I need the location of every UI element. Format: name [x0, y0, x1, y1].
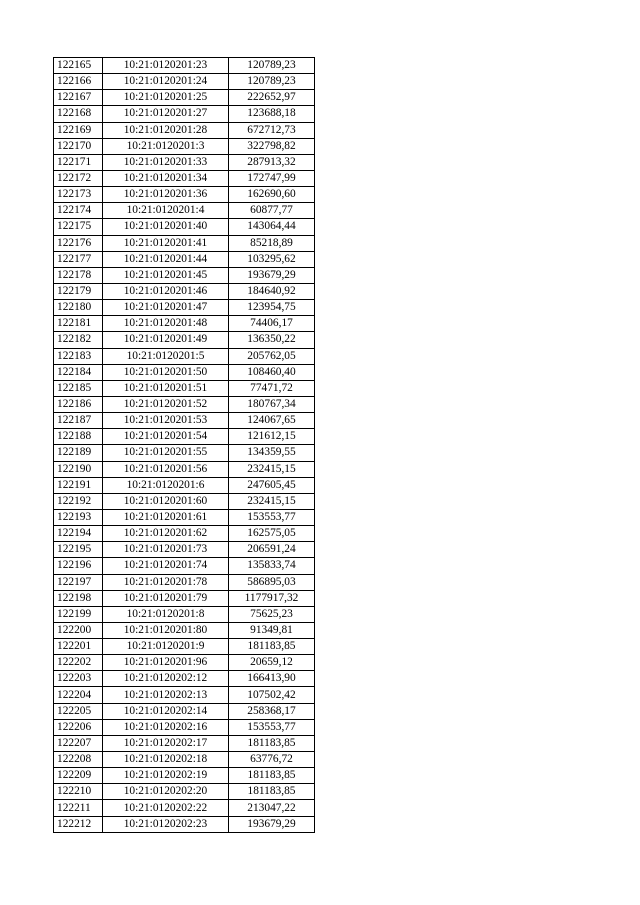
- cadastral-number-cell: 10:21:0120201:60: [103, 493, 229, 509]
- amount-cell: 162690,60: [229, 187, 315, 203]
- amount-cell: 205762,05: [229, 348, 315, 364]
- cadastral-number-cell: 10:21:0120201:33: [103, 154, 229, 170]
- cadastral-number-cell: 10:21:0120201:45: [103, 267, 229, 283]
- cadastral-number-cell: 10:21:0120201:41: [103, 235, 229, 251]
- row-number-cell: 122211: [54, 800, 103, 816]
- row-number-cell: 122210: [54, 784, 103, 800]
- amount-cell: 120789,23: [229, 58, 315, 74]
- table-row: [54, 106, 315, 122]
- amount-cell: 124067,65: [229, 413, 315, 429]
- row-number-cell: 122199: [54, 606, 103, 622]
- table-row: [54, 203, 315, 219]
- amount-cell: 103295,62: [229, 251, 315, 267]
- table-row: [54, 348, 315, 364]
- row-number-cell: 122185: [54, 380, 103, 396]
- amount-cell: 193679,29: [229, 816, 315, 832]
- amount-cell: 232415,15: [229, 493, 315, 509]
- table-row: [54, 703, 315, 719]
- row-number-cell: 122190: [54, 461, 103, 477]
- row-number-cell: 122171: [54, 154, 103, 170]
- amount-cell: 672712,73: [229, 122, 315, 138]
- amount-cell: 153553,77: [229, 719, 315, 735]
- amount-cell: 172747,99: [229, 170, 315, 186]
- amount-cell: 135833,74: [229, 558, 315, 574]
- table-row: [54, 300, 315, 316]
- table-row: [54, 429, 315, 445]
- cadastral-number-cell: 10:21:0120201:9: [103, 639, 229, 655]
- row-number-cell: 122167: [54, 90, 103, 106]
- table-row: [54, 74, 315, 90]
- cadastral-number-cell: 10:21:0120201:74: [103, 558, 229, 574]
- table-row: [54, 816, 315, 832]
- cadastral-number-cell: 10:21:0120201:48: [103, 316, 229, 332]
- row-number-cell: 122209: [54, 768, 103, 784]
- row-number-cell: 122183: [54, 348, 103, 364]
- amount-cell: 322798,82: [229, 138, 315, 154]
- cadastral-number-cell: 10:21:0120201:79: [103, 590, 229, 606]
- amount-cell: 60877,77: [229, 203, 315, 219]
- amount-cell: 166413,90: [229, 671, 315, 687]
- cadastral-number-cell: 10:21:0120202:19: [103, 768, 229, 784]
- cadastral-number-cell: 10:21:0120201:96: [103, 655, 229, 671]
- cadastral-number-cell: 10:21:0120201:55: [103, 445, 229, 461]
- table-row: [54, 719, 315, 735]
- cadastral-number-cell: 10:21:0120202:17: [103, 735, 229, 751]
- amount-cell: 123954,75: [229, 300, 315, 316]
- cadastral-number-cell: 10:21:0120201:50: [103, 364, 229, 380]
- table-row: [54, 380, 315, 396]
- row-number-cell: 122207: [54, 735, 103, 751]
- table-row: [54, 752, 315, 768]
- amount-cell: 75625,23: [229, 606, 315, 622]
- table-row: [54, 187, 315, 203]
- cadastral-number-cell: 10:21:0120202:22: [103, 800, 229, 816]
- row-number-cell: 122172: [54, 170, 103, 186]
- cadastral-number-cell: 10:21:0120201:46: [103, 283, 229, 299]
- row-number-cell: 122188: [54, 429, 103, 445]
- table-row: [54, 493, 315, 509]
- amount-cell: 74406,17: [229, 316, 315, 332]
- table-row: [54, 332, 315, 348]
- table-row: [54, 138, 315, 154]
- cadastral-number-cell: 10:21:0120201:36: [103, 187, 229, 203]
- row-number-cell: 122197: [54, 574, 103, 590]
- table-row: [54, 768, 315, 784]
- row-number-cell: 122165: [54, 58, 103, 74]
- table-row: [54, 461, 315, 477]
- cadastral-number-cell: 10:21:0120201:47: [103, 300, 229, 316]
- amount-cell: 85218,89: [229, 235, 315, 251]
- amount-cell: 181183,85: [229, 784, 315, 800]
- row-number-cell: 122179: [54, 283, 103, 299]
- cadastral-number-cell: 10:21:0120201:24: [103, 74, 229, 90]
- cadastral-number-cell: 10:21:0120201:25: [103, 90, 229, 106]
- row-number-cell: 122205: [54, 703, 103, 719]
- table-row: [54, 154, 315, 170]
- table-row: [54, 413, 315, 429]
- cadastral-number-cell: 10:21:0120201:23: [103, 58, 229, 74]
- amount-cell: 1177917,32: [229, 590, 315, 606]
- table-row: [54, 558, 315, 574]
- cadastral-number-cell: 10:21:0120201:44: [103, 251, 229, 267]
- row-number-cell: 122182: [54, 332, 103, 348]
- cadastral-number-cell: 10:21:0120202:14: [103, 703, 229, 719]
- amount-cell: 206591,24: [229, 542, 315, 558]
- table-row: [54, 800, 315, 816]
- amount-cell: 121612,15: [229, 429, 315, 445]
- amount-cell: 180767,34: [229, 396, 315, 412]
- cadastral-number-cell: 10:21:0120202:16: [103, 719, 229, 735]
- amount-cell: 181183,85: [229, 735, 315, 751]
- table-row: [54, 267, 315, 283]
- amount-cell: 258368,17: [229, 703, 315, 719]
- cadastral-number-cell: 10:21:0120201:56: [103, 461, 229, 477]
- row-number-cell: 122194: [54, 526, 103, 542]
- amount-cell: 120789,23: [229, 74, 315, 90]
- table-row: [54, 251, 315, 267]
- table-row: [54, 784, 315, 800]
- row-number-cell: 122180: [54, 300, 103, 316]
- row-number-cell: 122201: [54, 639, 103, 655]
- table-row: [54, 526, 315, 542]
- row-number-cell: 122173: [54, 187, 103, 203]
- cadastral-number-cell: 10:21:0120202:18: [103, 752, 229, 768]
- cadastral-number-cell: 10:21:0120201:62: [103, 526, 229, 542]
- data-table: [53, 57, 315, 833]
- row-number-cell: 122198: [54, 590, 103, 606]
- table-row: [54, 590, 315, 606]
- amount-cell: 134359,55: [229, 445, 315, 461]
- table-row: [54, 445, 315, 461]
- amount-cell: 63776,72: [229, 752, 315, 768]
- row-number-cell: 122186: [54, 396, 103, 412]
- table-row: [54, 639, 315, 655]
- table-row: [54, 396, 315, 412]
- table-row: [54, 316, 315, 332]
- table-row: [54, 574, 315, 590]
- row-number-cell: 122169: [54, 122, 103, 138]
- row-number-cell: 122175: [54, 219, 103, 235]
- cadastral-number-cell: 10:21:0120201:52: [103, 396, 229, 412]
- amount-cell: 222652,97: [229, 90, 315, 106]
- row-number-cell: 122193: [54, 509, 103, 525]
- cadastral-number-cell: 10:21:0120201:8: [103, 606, 229, 622]
- amount-cell: 162575,05: [229, 526, 315, 542]
- table-row: [54, 509, 315, 525]
- table-row: [54, 606, 315, 622]
- amount-cell: 143064,44: [229, 219, 315, 235]
- cadastral-number-cell: 10:21:0120202:20: [103, 784, 229, 800]
- amount-cell: 232415,15: [229, 461, 315, 477]
- table-row: [54, 542, 315, 558]
- cadastral-number-cell: 10:21:0120201:3: [103, 138, 229, 154]
- row-number-cell: 122208: [54, 752, 103, 768]
- row-number-cell: 122200: [54, 622, 103, 638]
- row-number-cell: 122181: [54, 316, 103, 332]
- row-number-cell: 122189: [54, 445, 103, 461]
- cadastral-number-cell: 10:21:0120201:40: [103, 219, 229, 235]
- cadastral-number-cell: 10:21:0120201:53: [103, 413, 229, 429]
- row-number-cell: 122191: [54, 477, 103, 493]
- table-row: [54, 219, 315, 235]
- row-number-cell: 122168: [54, 106, 103, 122]
- amount-cell: 287913,32: [229, 154, 315, 170]
- cadastral-number-cell: 10:21:0120201:61: [103, 509, 229, 525]
- table-row: [54, 90, 315, 106]
- table-row: [54, 170, 315, 186]
- table-row: [54, 364, 315, 380]
- cadastral-number-cell: 10:21:0120202:23: [103, 816, 229, 832]
- table-row: [54, 622, 315, 638]
- amount-cell: 20659,12: [229, 655, 315, 671]
- row-number-cell: 122166: [54, 74, 103, 90]
- amount-cell: 108460,40: [229, 364, 315, 380]
- cadastral-number-cell: 10:21:0120201:27: [103, 106, 229, 122]
- row-number-cell: 122204: [54, 687, 103, 703]
- amount-cell: 193679,29: [229, 267, 315, 283]
- table-row: [54, 735, 315, 751]
- cadastral-number-cell: 10:21:0120202:12: [103, 671, 229, 687]
- amount-cell: 107502,42: [229, 687, 315, 703]
- row-number-cell: 122187: [54, 413, 103, 429]
- cadastral-number-cell: 10:21:0120201:6: [103, 477, 229, 493]
- row-number-cell: 122196: [54, 558, 103, 574]
- row-number-cell: 122170: [54, 138, 103, 154]
- amount-cell: 136350,22: [229, 332, 315, 348]
- cadastral-number-cell: 10:21:0120201:78: [103, 574, 229, 590]
- row-number-cell: 122192: [54, 493, 103, 509]
- row-number-cell: 122176: [54, 235, 103, 251]
- table-row: [54, 477, 315, 493]
- cadastral-number-cell: 10:21:0120201:51: [103, 380, 229, 396]
- cadastral-number-cell: 10:21:0120202:13: [103, 687, 229, 703]
- cadastral-number-cell: 10:21:0120201:28: [103, 122, 229, 138]
- table-body: [54, 58, 315, 833]
- amount-cell: 184640,92: [229, 283, 315, 299]
- table-row: [54, 283, 315, 299]
- amount-cell: 91349,81: [229, 622, 315, 638]
- cadastral-number-cell: 10:21:0120201:34: [103, 170, 229, 186]
- amount-cell: 586895,03: [229, 574, 315, 590]
- table-row: [54, 235, 315, 251]
- cadastral-number-cell: 10:21:0120201:73: [103, 542, 229, 558]
- row-number-cell: 122212: [54, 816, 103, 832]
- row-number-cell: 122177: [54, 251, 103, 267]
- row-number-cell: 122184: [54, 364, 103, 380]
- row-number-cell: 122203: [54, 671, 103, 687]
- row-number-cell: 122202: [54, 655, 103, 671]
- cadastral-number-cell: 10:21:0120201:5: [103, 348, 229, 364]
- row-number-cell: 122195: [54, 542, 103, 558]
- table-row: [54, 671, 315, 687]
- amount-cell: 181183,85: [229, 639, 315, 655]
- table-row: [54, 122, 315, 138]
- amount-cell: 123688,18: [229, 106, 315, 122]
- cadastral-number-cell: 10:21:0120201:4: [103, 203, 229, 219]
- amount-cell: 181183,85: [229, 768, 315, 784]
- amount-cell: 247605,45: [229, 477, 315, 493]
- row-number-cell: 122206: [54, 719, 103, 735]
- amount-cell: 153553,77: [229, 509, 315, 525]
- cadastral-number-cell: 10:21:0120201:80: [103, 622, 229, 638]
- row-number-cell: 122174: [54, 203, 103, 219]
- table-row: [54, 58, 315, 74]
- row-number-cell: 122178: [54, 267, 103, 283]
- table-row: [54, 655, 315, 671]
- amount-cell: 77471,72: [229, 380, 315, 396]
- amount-cell: 213047,22: [229, 800, 315, 816]
- cadastral-number-cell: 10:21:0120201:49: [103, 332, 229, 348]
- cadastral-number-cell: 10:21:0120201:54: [103, 429, 229, 445]
- table-row: [54, 687, 315, 703]
